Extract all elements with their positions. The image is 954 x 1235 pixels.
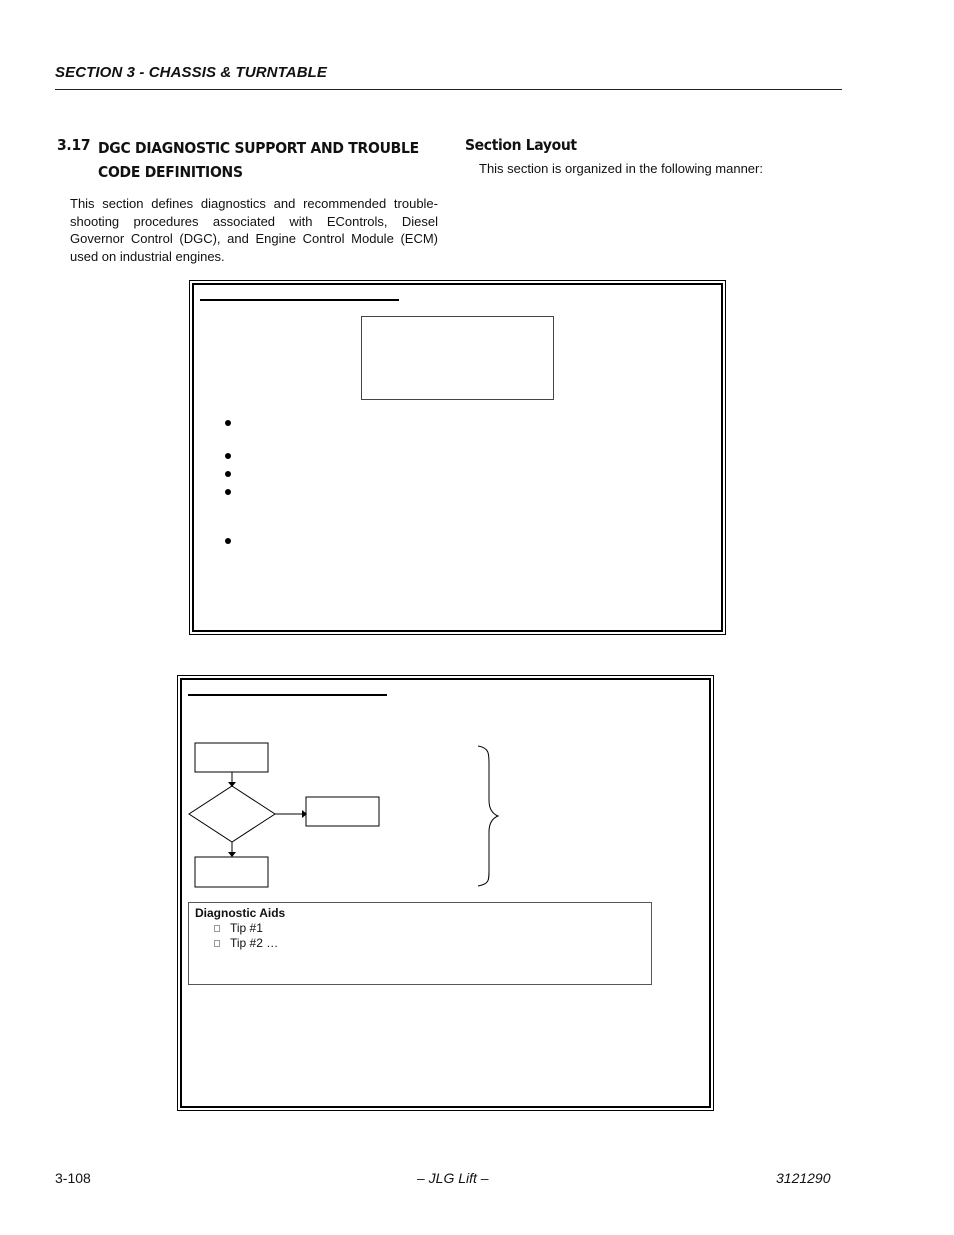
article-title: DGC DIAGNOSTIC SUPPORT AND TROUBLE CODE DEFINITIONS [98, 139, 419, 181]
layout-figure-1-placeholder-box [361, 316, 554, 400]
layout-figure-2-title-rule [188, 694, 387, 696]
layout-bullet [225, 471, 231, 477]
section-layout-heading: Section Layout [465, 136, 577, 154]
layout-bullet [225, 420, 231, 426]
document-number: 3121290 [776, 1170, 831, 1186]
section-header: SECTION 3 - CHASSIS & TURNTABLE [55, 64, 328, 81]
publisher-name: – JLG Lift – [417, 1170, 489, 1186]
layout-bullet [225, 453, 231, 459]
flowchart-action-box [306, 797, 379, 826]
layout-bullet [225, 489, 231, 495]
flowchart-diagram [185, 738, 505, 893]
flowchart-decision-diamond [189, 786, 275, 842]
diagnostic-tip: Tip #1 [230, 921, 263, 935]
flowchart-curly-brace [478, 746, 498, 886]
section-layout-intro: This section is organized in the following manner: [479, 161, 763, 176]
diagnostic-aids-title: Diagnostic Aids [195, 906, 286, 920]
header-divider [55, 89, 842, 90]
diagnostic-tip: Tip #2 … [230, 936, 279, 950]
flowchart-start-box [195, 743, 268, 772]
flowchart-arrowhead-2 [228, 852, 236, 857]
checkbox-icon [214, 940, 220, 947]
layout-figure-1-title-rule [200, 299, 399, 301]
flowchart-end-box [195, 857, 268, 887]
article-number: 3.17 [57, 136, 91, 154]
article-paragraph: This section defines diagnostics and recommended trouble-shooting procedures associated with EControls, Diesel Governor Control (DGC), and Engine Control Module (ECM) used on industrial engines. [70, 196, 438, 264]
page-number: 3-108 [55, 1170, 91, 1186]
checkbox-icon [214, 925, 220, 932]
layout-bullet [225, 538, 231, 544]
